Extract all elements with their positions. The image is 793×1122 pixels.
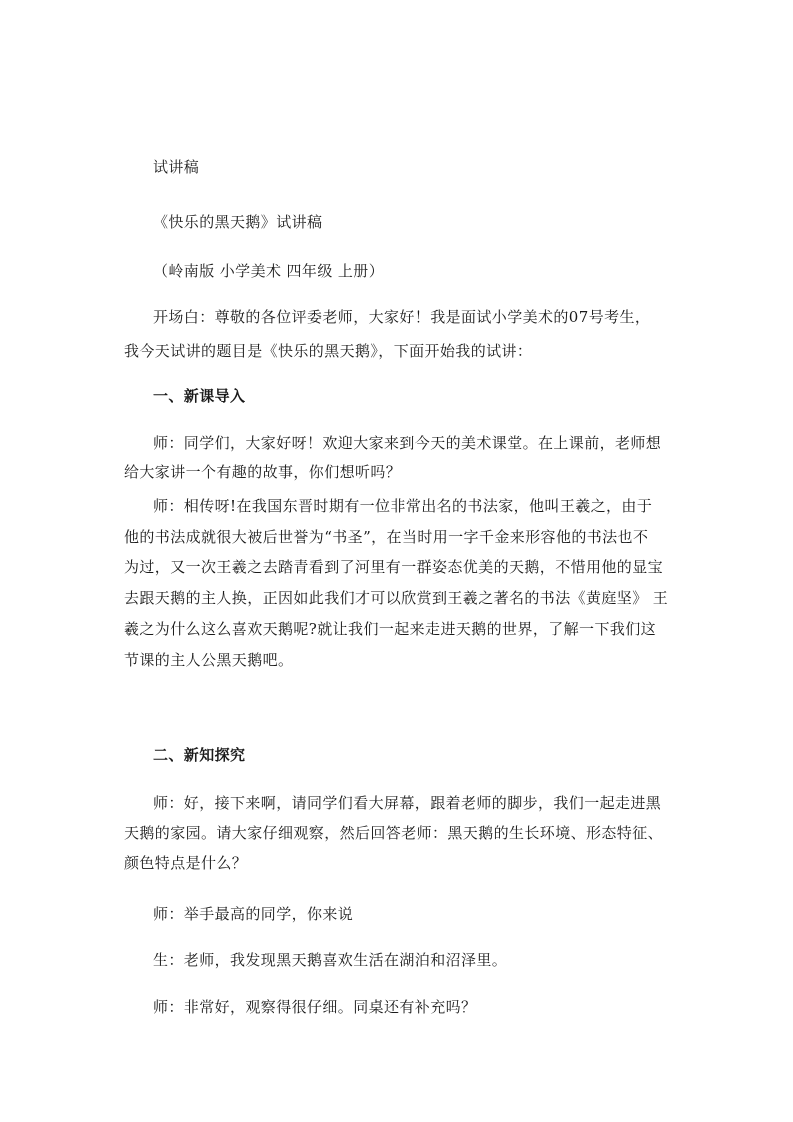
section1-p2-line-4: 去跟天鹅的主人换，正因如此我们才可以欣赏到王羲之著名的书法《黄庭坚》 王 xyxy=(124,589,669,607)
section1-p2-line-3: 为过，又一次王羲之去踏青看到了河里有一群姿态优美的天鹅，不惜用他的显宝 xyxy=(124,558,664,576)
section1-p1-line-2: 给大家讲一个有趣的故事，你们想听吗？ xyxy=(124,463,402,481)
section1-p2-line-6: 节课的主人公黑天鹅吧。 xyxy=(124,651,294,669)
section2-heading: 二、新知探究 xyxy=(153,746,246,764)
section1-p1-line-1: 师：同学们，大家好呀！欢迎大家来到今天的美术课堂。在上课前，老师想 xyxy=(153,434,662,452)
edition-info: （岭南版 小学美术 四年级 上册） xyxy=(153,262,385,280)
doc-label: 试讲稿 xyxy=(153,158,200,176)
section1-heading: 一、新课导入 xyxy=(153,387,246,405)
section2-p4: 师：非常好，观察得很仔细。同桌还有补充吗？ xyxy=(153,998,477,1016)
section2-p1-line-2: 天鹅的家园。请大家仔细观察，然后回答老师：黑天鹅的生长环境、形态特征、 xyxy=(124,824,664,842)
section2-p1-line-3: 颜色特点是什么？ xyxy=(124,854,248,872)
section2-p2: 师：举手最高的同学，你来说 xyxy=(153,905,354,923)
section1-p2-line-1: 师：相传呀!在我国东晋时期有一位非常出名的书法家，他叫王羲之，由于 xyxy=(153,497,653,515)
section1-p2-line-2: 他的书法成就很大被后世誉为“书圣”，在当时用一字千金来形容他的书法也不 xyxy=(124,528,649,546)
opening-line-1: 开场白：尊敬的各位评委老师，大家好！我是面试小学美术的07号考生， xyxy=(153,308,651,326)
doc-title: 《快乐的黑天鹅》试讲稿 xyxy=(153,213,323,231)
section1-p2-line-5: 羲之为什么这么喜欢天鹅呢?就让我们一起来走进天鹅的世界，了解一下我们这 xyxy=(124,620,657,638)
opening-line-2: 我今天试讲的题目是《快乐的黑天鹅》，下面开始我的试讲： xyxy=(124,342,533,360)
section2-p1-line-1: 师：好，接下来啊，请同学们看大屏幕，跟着老师的脚步，我们一起走进黑 xyxy=(153,794,662,812)
section2-p3: 生：老师，我发现黑天鹅喜欢生活在湖泊和沼泽里。 xyxy=(153,951,508,969)
